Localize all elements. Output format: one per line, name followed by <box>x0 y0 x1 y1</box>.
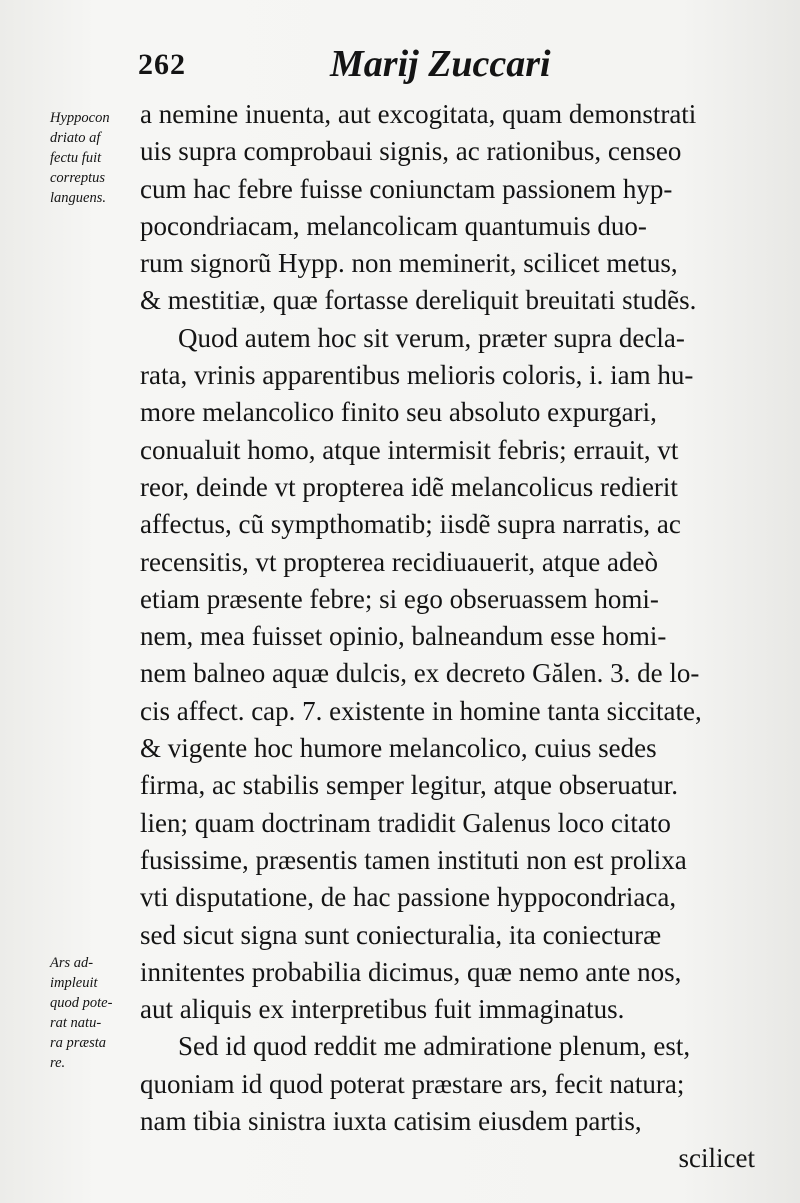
margin-note-line: driato af <box>50 130 101 146</box>
text-line: innitentes probabilia dicimus, quæ nemo ante nos, <box>140 956 682 987</box>
text-line: a nemine inuenta, aut excogitata, quam demonstrati <box>140 99 697 129</box>
text-line: affectus, cũ sympthomatib; iisdẽ supra narratis, ac <box>140 509 681 540</box>
margin-note-line: fectu fuit <box>50 150 102 166</box>
text-line: aut aliquis ex interpretibus fuit immaginatus. <box>140 994 625 1025</box>
text-line: more melancolico finito seu absoluto expurgari, <box>140 397 657 428</box>
text-line: sed sicut signa sunt coniecturalia, ita coniecturæ <box>140 919 662 950</box>
text-line: reor, deinde vt propterea idẽ melancolicus redierit <box>140 471 678 502</box>
text-line: firma, ac stabilis semper legitur, atque obseruatur. <box>140 770 678 801</box>
margin-note-line: Ars ad- <box>50 955 94 971</box>
margin-note-line: rat natu- <box>50 1015 102 1031</box>
text-line: & mestitiæ, quæ fortasse dereliquit breuitati studẽs. <box>140 285 697 316</box>
text-line: nem, mea fuisset opinio, balneandum esse homi- <box>140 621 667 652</box>
text-line: rum signorũ Hypp. non meminerit, scilicet metus, <box>140 248 678 279</box>
body-text <box>140 96 765 1178</box>
text-line: conualuit homo, atque intermisit febris; errauit, vt <box>140 434 679 465</box>
text-line: Quod autem hoc sit verum, præter supra decla- <box>178 322 685 353</box>
text-line: nem balneo aquæ dulcis, ex decreto Gălen. 3. de lo- <box>140 658 700 689</box>
margin-note <box>50 953 140 1073</box>
text-line: lien; quam doctrinam tradidit Galenus loco citato <box>140 807 671 838</box>
text-line: vti disputatione, de hac passione hyppocondriaca, <box>140 882 677 913</box>
text-line: cis affect. cap. 7. existente in homine tanta siccitate, <box>140 695 702 726</box>
margin-note-line: Hyppocon <box>50 110 110 126</box>
text-line: rata, vrinis apparentibus melioris coloris, i. iam hu- <box>140 360 694 391</box>
margin-note-line: impleuit <box>50 975 98 991</box>
text-line: cum hac febre fuisse coniunctam passionem hyp- <box>140 173 673 204</box>
margin-note <box>50 108 140 208</box>
running-title: Marij Zuccari <box>330 43 551 85</box>
text-line: nam tibia sinistra iuxta catisim eiusdem partis, <box>140 1106 642 1137</box>
margin-note-line: re. <box>50 1055 66 1071</box>
catchword: scilicet <box>678 1143 755 1174</box>
margin-note-line: quod pote- <box>50 995 113 1011</box>
margin-note-line: languens. <box>50 190 106 206</box>
page-header <box>0 42 800 92</box>
margin-note-line: ra præsta <box>50 1035 107 1051</box>
text-line: quoniam id quod poterat præstare ars, fecit natura; <box>140 1068 685 1099</box>
text-line: pocondriacam, melancolicam quantumuis duo- <box>140 210 647 241</box>
text-line: uis supra comprobaui signis, ac rationibus, censeo <box>140 136 682 167</box>
margin-note-line: correptus <box>50 170 106 186</box>
text-line: Sed id quod reddit me admiratione plenum, est, <box>178 1031 691 1062</box>
text-line: fusissime, præsentis tamen instituti non est prolixa <box>140 844 687 875</box>
text-line: etiam præsente febre; si ego obseruassem homi- <box>140 583 659 614</box>
text-line: recensitis, vt propterea recidiuauerit, atque adeò <box>140 546 659 577</box>
page-number: 262 <box>138 48 186 81</box>
text-line: & vigente hoc humore melancolico, cuius sedes <box>140 733 657 764</box>
